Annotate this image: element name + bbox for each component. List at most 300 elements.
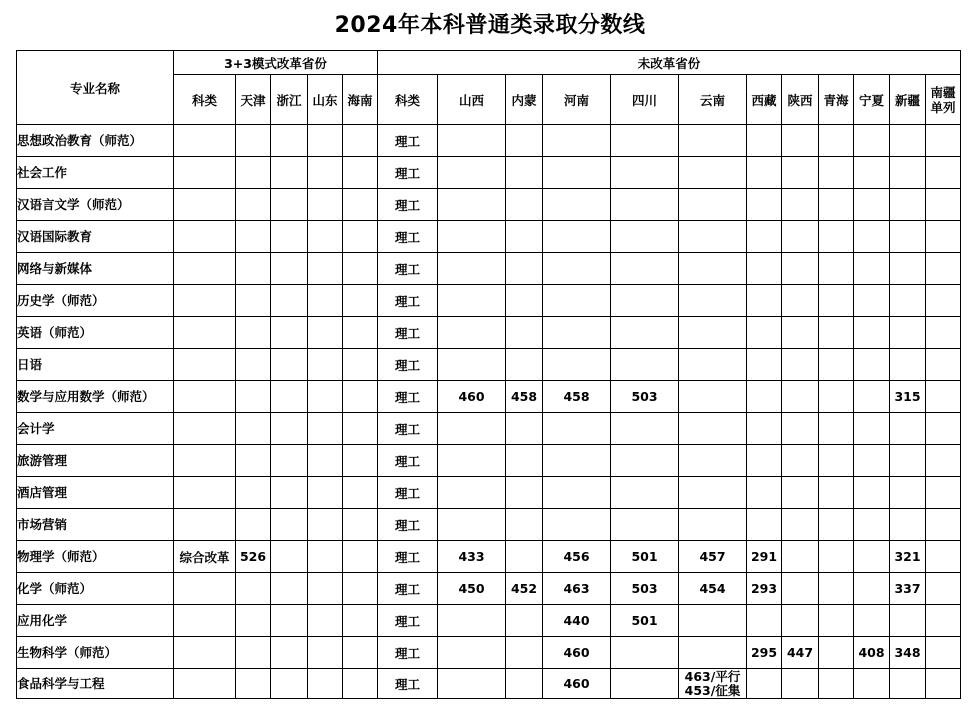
score-cell bbox=[747, 669, 782, 699]
score-cell: 理工 bbox=[378, 669, 438, 699]
score-cell bbox=[506, 253, 543, 285]
major-name-cell: 化学（师范） bbox=[17, 573, 174, 605]
score-cell: 458 bbox=[543, 381, 611, 413]
score-cell bbox=[543, 477, 611, 509]
score-cell bbox=[271, 317, 308, 349]
score-cell bbox=[679, 637, 747, 669]
score-cell bbox=[926, 253, 961, 285]
score-cell bbox=[343, 349, 378, 381]
score-cell bbox=[343, 637, 378, 669]
score-cell: 433 bbox=[438, 541, 506, 573]
major-name-cell: 数学与应用数学（师范） bbox=[17, 381, 174, 413]
score-cell bbox=[747, 253, 782, 285]
score-cell bbox=[343, 317, 378, 349]
score-cell bbox=[174, 157, 236, 189]
unreformed-col-header: 云南 bbox=[679, 75, 747, 125]
score-cell bbox=[819, 189, 854, 221]
score-cell bbox=[343, 189, 378, 221]
score-cell bbox=[854, 669, 890, 699]
score-cell bbox=[236, 669, 271, 699]
score-cell bbox=[506, 509, 543, 541]
score-cell bbox=[782, 605, 819, 637]
score-cell bbox=[506, 605, 543, 637]
score-cell bbox=[926, 605, 961, 637]
unreformed-col-header: 青海 bbox=[819, 75, 854, 125]
score-cell bbox=[271, 669, 308, 699]
score-cell bbox=[890, 509, 926, 541]
score-cell bbox=[611, 285, 679, 317]
score-cell bbox=[343, 221, 378, 253]
score-cell: 理工 bbox=[378, 573, 438, 605]
score-cell bbox=[236, 317, 271, 349]
score-cell: 理工 bbox=[378, 253, 438, 285]
score-cell bbox=[819, 157, 854, 189]
unreformed-col-header: 新疆 bbox=[890, 75, 926, 125]
score-cell bbox=[890, 125, 926, 157]
score-cell bbox=[782, 413, 819, 445]
score-cell bbox=[543, 317, 611, 349]
score-cell: 503 bbox=[611, 381, 679, 413]
score-cell bbox=[819, 637, 854, 669]
score-cell bbox=[343, 541, 378, 573]
score-cell bbox=[174, 253, 236, 285]
score-cell bbox=[611, 413, 679, 445]
score-cell bbox=[854, 349, 890, 381]
score-cell bbox=[611, 157, 679, 189]
score-cell bbox=[506, 349, 543, 381]
score-cell bbox=[506, 157, 543, 189]
score-cell bbox=[926, 349, 961, 381]
score-cell bbox=[679, 253, 747, 285]
table-row bbox=[17, 125, 961, 157]
unreformed-col-header: 河南 bbox=[543, 75, 611, 125]
score-cell bbox=[679, 157, 747, 189]
score-cell bbox=[747, 477, 782, 509]
score-cell bbox=[271, 349, 308, 381]
score-cell bbox=[438, 509, 506, 541]
score-cell bbox=[438, 413, 506, 445]
score-cell: 293 bbox=[747, 573, 782, 605]
score-cell bbox=[819, 253, 854, 285]
score-cell bbox=[854, 253, 890, 285]
score-cell bbox=[782, 253, 819, 285]
score-cell bbox=[308, 413, 343, 445]
major-name-cell: 物理学（师范） bbox=[17, 541, 174, 573]
score-cell bbox=[543, 157, 611, 189]
score-cell bbox=[308, 637, 343, 669]
score-cell bbox=[543, 445, 611, 477]
score-cell bbox=[174, 445, 236, 477]
reformed-col-header: 科类 bbox=[174, 75, 236, 125]
score-cell bbox=[343, 125, 378, 157]
score-cell: 321 bbox=[890, 541, 926, 573]
major-name-cell: 日语 bbox=[17, 349, 174, 381]
score-cell bbox=[611, 317, 679, 349]
table-row bbox=[17, 445, 961, 477]
score-cell bbox=[506, 669, 543, 699]
score-cell bbox=[236, 157, 271, 189]
unreformed-col-header: 山西 bbox=[438, 75, 506, 125]
score-cell bbox=[308, 285, 343, 317]
score-cell bbox=[236, 381, 271, 413]
score-cell bbox=[236, 349, 271, 381]
score-cell bbox=[747, 157, 782, 189]
major-name-cell: 市场营销 bbox=[17, 509, 174, 541]
score-cell: 463 bbox=[543, 573, 611, 605]
score-cell bbox=[890, 669, 926, 699]
score-cell bbox=[611, 253, 679, 285]
score-cell bbox=[854, 381, 890, 413]
score-cell: 440 bbox=[543, 605, 611, 637]
score-cell bbox=[174, 317, 236, 349]
score-cell bbox=[854, 541, 890, 573]
major-name-cell: 英语（师范） bbox=[17, 317, 174, 349]
score-cell: 456 bbox=[543, 541, 611, 573]
score-cell bbox=[308, 669, 343, 699]
score-cell bbox=[890, 413, 926, 445]
major-name-cell: 食品科学与工程 bbox=[17, 669, 174, 699]
score-cell bbox=[438, 669, 506, 699]
score-cell bbox=[819, 221, 854, 253]
score-cell bbox=[819, 381, 854, 413]
score-cell bbox=[438, 221, 506, 253]
admission-score-table bbox=[16, 50, 961, 699]
score-cell bbox=[854, 445, 890, 477]
score-cell bbox=[747, 381, 782, 413]
score-cell: 理工 bbox=[378, 413, 438, 445]
score-cell bbox=[308, 125, 343, 157]
score-cell bbox=[236, 573, 271, 605]
score-cell bbox=[679, 605, 747, 637]
table-row bbox=[17, 477, 961, 509]
score-cell bbox=[236, 509, 271, 541]
score-cell bbox=[343, 157, 378, 189]
score-cell bbox=[747, 413, 782, 445]
score-cell bbox=[782, 285, 819, 317]
score-cell: 526 bbox=[236, 541, 271, 573]
score-cell: 348 bbox=[890, 637, 926, 669]
score-cell bbox=[438, 189, 506, 221]
score-cell bbox=[854, 477, 890, 509]
score-cell: 460 bbox=[438, 381, 506, 413]
score-cell bbox=[308, 221, 343, 253]
score-cell bbox=[782, 157, 819, 189]
score-cell bbox=[819, 573, 854, 605]
score-cell bbox=[819, 669, 854, 699]
unreformed-col-header: 陕西 bbox=[782, 75, 819, 125]
score-cell bbox=[854, 413, 890, 445]
reformed-col-header: 天津 bbox=[236, 75, 271, 125]
unreformed-col-header: 宁夏 bbox=[854, 75, 890, 125]
score-cell bbox=[747, 189, 782, 221]
table-row bbox=[17, 541, 961, 573]
score-cell bbox=[611, 445, 679, 477]
unreformed-col-header: 科类 bbox=[378, 75, 438, 125]
score-cell bbox=[890, 285, 926, 317]
score-cell bbox=[271, 381, 308, 413]
score-cell bbox=[926, 477, 961, 509]
score-cell bbox=[271, 253, 308, 285]
score-cell bbox=[679, 445, 747, 477]
score-cell bbox=[543, 221, 611, 253]
score-cell bbox=[174, 669, 236, 699]
score-cell bbox=[679, 477, 747, 509]
unreformed-provinces-header: 未改革省份 bbox=[378, 51, 961, 75]
score-cell bbox=[438, 125, 506, 157]
score-cell bbox=[174, 573, 236, 605]
table-row bbox=[17, 349, 961, 381]
score-cell: 458 bbox=[506, 381, 543, 413]
score-cell: 理工 bbox=[378, 285, 438, 317]
score-cell: 503 bbox=[611, 573, 679, 605]
score-cell bbox=[679, 125, 747, 157]
score-cell bbox=[782, 573, 819, 605]
score-cell bbox=[271, 125, 308, 157]
score-cell: 理工 bbox=[378, 605, 438, 637]
score-cell bbox=[343, 253, 378, 285]
score-cell bbox=[926, 125, 961, 157]
score-cell bbox=[506, 445, 543, 477]
score-cell bbox=[926, 637, 961, 669]
major-name-cell: 汉语言文学（师范） bbox=[17, 189, 174, 221]
score-cell bbox=[438, 477, 506, 509]
major-name-cell: 社会工作 bbox=[17, 157, 174, 189]
score-cell: 理工 bbox=[378, 189, 438, 221]
score-cell bbox=[343, 381, 378, 413]
score-cell bbox=[782, 509, 819, 541]
table-row bbox=[17, 221, 961, 253]
score-cell bbox=[543, 509, 611, 541]
score-cell bbox=[782, 381, 819, 413]
score-cell: 501 bbox=[611, 605, 679, 637]
score-cell bbox=[174, 349, 236, 381]
score-cell bbox=[271, 605, 308, 637]
score-cell bbox=[611, 349, 679, 381]
score-cell: 315 bbox=[890, 381, 926, 413]
score-cell bbox=[506, 221, 543, 253]
score-cell bbox=[543, 413, 611, 445]
score-cell bbox=[271, 477, 308, 509]
score-cell: 理工 bbox=[378, 477, 438, 509]
score-cell bbox=[819, 285, 854, 317]
score-cell: 理工 bbox=[378, 349, 438, 381]
score-cell bbox=[438, 445, 506, 477]
score-cell bbox=[174, 381, 236, 413]
score-cell bbox=[890, 445, 926, 477]
score-cell bbox=[236, 477, 271, 509]
score-cell bbox=[679, 381, 747, 413]
score-cell bbox=[747, 221, 782, 253]
score-cell bbox=[438, 637, 506, 669]
score-cell bbox=[819, 605, 854, 637]
major-name-cell: 历史学（师范） bbox=[17, 285, 174, 317]
score-cell bbox=[926, 445, 961, 477]
score-cell bbox=[236, 445, 271, 477]
score-cell bbox=[308, 541, 343, 573]
score-cell: 460 bbox=[543, 637, 611, 669]
score-cell bbox=[236, 637, 271, 669]
score-cell bbox=[679, 509, 747, 541]
score-cell bbox=[679, 285, 747, 317]
score-cell bbox=[819, 445, 854, 477]
score-cell: 理工 bbox=[378, 541, 438, 573]
page-title: 2024年本科普通类录取分数线 bbox=[334, 13, 646, 38]
table-row bbox=[17, 669, 961, 699]
major-name-cell: 汉语国际教育 bbox=[17, 221, 174, 253]
score-cell bbox=[782, 349, 819, 381]
score-cell: 理工 bbox=[378, 509, 438, 541]
score-cell bbox=[611, 637, 679, 669]
score-cell bbox=[271, 445, 308, 477]
score-cell bbox=[236, 125, 271, 157]
score-cell bbox=[819, 477, 854, 509]
table-row bbox=[17, 285, 961, 317]
score-cell bbox=[747, 445, 782, 477]
table-row bbox=[17, 605, 961, 637]
score-cell bbox=[679, 349, 747, 381]
score-cell bbox=[308, 381, 343, 413]
score-cell bbox=[890, 189, 926, 221]
score-cell: 295 bbox=[747, 637, 782, 669]
score-cell bbox=[890, 253, 926, 285]
reformed-col-header: 浙江 bbox=[271, 75, 308, 125]
score-cell bbox=[308, 253, 343, 285]
score-cell bbox=[747, 317, 782, 349]
score-cell: 理工 bbox=[378, 157, 438, 189]
score-cell bbox=[890, 221, 926, 253]
score-cell bbox=[506, 477, 543, 509]
table-row bbox=[17, 637, 961, 669]
score-cell bbox=[174, 285, 236, 317]
score-cell bbox=[343, 445, 378, 477]
score-cell bbox=[236, 285, 271, 317]
score-cell: 理工 bbox=[378, 381, 438, 413]
score-cell bbox=[438, 349, 506, 381]
score-cell bbox=[543, 349, 611, 381]
unreformed-col-header: 南疆单列 bbox=[926, 75, 961, 125]
score-cell bbox=[679, 221, 747, 253]
score-cell bbox=[308, 157, 343, 189]
score-cell bbox=[236, 189, 271, 221]
score-cell bbox=[343, 509, 378, 541]
score-cell bbox=[271, 221, 308, 253]
score-cell bbox=[308, 605, 343, 637]
score-cell bbox=[506, 413, 543, 445]
score-cell bbox=[854, 509, 890, 541]
score-cell bbox=[174, 605, 236, 637]
score-cell bbox=[890, 317, 926, 349]
score-cell bbox=[926, 541, 961, 573]
score-cell bbox=[308, 189, 343, 221]
score-cell bbox=[819, 349, 854, 381]
score-cell: 408 bbox=[854, 637, 890, 669]
score-cell bbox=[747, 125, 782, 157]
score-cell bbox=[271, 573, 308, 605]
score-cell bbox=[506, 637, 543, 669]
major-name-cell: 生物科学（师范） bbox=[17, 637, 174, 669]
table-row bbox=[17, 253, 961, 285]
score-cell bbox=[782, 189, 819, 221]
score-cell bbox=[854, 125, 890, 157]
score-cell bbox=[174, 509, 236, 541]
score-cell: 450 bbox=[438, 573, 506, 605]
score-cell: 452 bbox=[506, 573, 543, 605]
score-cell bbox=[308, 317, 343, 349]
score-cell bbox=[438, 317, 506, 349]
score-cell bbox=[543, 253, 611, 285]
score-cell bbox=[747, 509, 782, 541]
major-name-cell: 应用化学 bbox=[17, 605, 174, 637]
score-cell bbox=[308, 445, 343, 477]
unreformed-col-header: 内蒙 bbox=[506, 75, 543, 125]
score-cell bbox=[174, 413, 236, 445]
score-cell bbox=[343, 413, 378, 445]
score-cell bbox=[926, 509, 961, 541]
score-cell bbox=[782, 445, 819, 477]
score-cell bbox=[782, 541, 819, 573]
score-cell bbox=[819, 541, 854, 573]
score-cell bbox=[926, 317, 961, 349]
score-cell: 理工 bbox=[378, 317, 438, 349]
score-cell bbox=[308, 349, 343, 381]
score-cell bbox=[926, 157, 961, 189]
score-cell bbox=[271, 413, 308, 445]
score-cell bbox=[611, 669, 679, 699]
score-cell: 理工 bbox=[378, 125, 438, 157]
score-cell bbox=[611, 509, 679, 541]
score-cell bbox=[543, 125, 611, 157]
score-cell bbox=[174, 125, 236, 157]
major-name-header: 专业名称 bbox=[17, 51, 174, 125]
score-cell bbox=[343, 669, 378, 699]
score-cell: 337 bbox=[890, 573, 926, 605]
score-cell bbox=[782, 317, 819, 349]
score-cell bbox=[747, 285, 782, 317]
score-cell: 理工 bbox=[378, 221, 438, 253]
score-cell bbox=[926, 669, 961, 699]
table-row bbox=[17, 573, 961, 605]
score-cell bbox=[543, 189, 611, 221]
score-cell bbox=[174, 189, 236, 221]
score-cell bbox=[236, 221, 271, 253]
score-cell bbox=[611, 477, 679, 509]
score-cell bbox=[782, 477, 819, 509]
score-cell: 501 bbox=[611, 541, 679, 573]
score-cell bbox=[854, 317, 890, 349]
major-name-cell: 网络与新媒体 bbox=[17, 253, 174, 285]
score-cell bbox=[236, 253, 271, 285]
score-cell bbox=[819, 125, 854, 157]
score-cell bbox=[506, 125, 543, 157]
score-cell bbox=[854, 605, 890, 637]
score-cell bbox=[611, 125, 679, 157]
major-name-cell: 旅游管理 bbox=[17, 445, 174, 477]
score-cell bbox=[926, 413, 961, 445]
score-cell: 理工 bbox=[378, 637, 438, 669]
score-cell bbox=[819, 317, 854, 349]
reformed-col-header: 海南 bbox=[343, 75, 378, 125]
table-row bbox=[17, 381, 961, 413]
score-cell bbox=[819, 413, 854, 445]
score-cell: 463/平行 453/征集 bbox=[679, 669, 747, 699]
score-cell bbox=[890, 477, 926, 509]
score-cell bbox=[679, 317, 747, 349]
score-cell bbox=[438, 605, 506, 637]
major-name-cell: 思想政治教育（师范） bbox=[17, 125, 174, 157]
score-cell bbox=[926, 285, 961, 317]
score-cell bbox=[271, 509, 308, 541]
score-cell bbox=[343, 477, 378, 509]
